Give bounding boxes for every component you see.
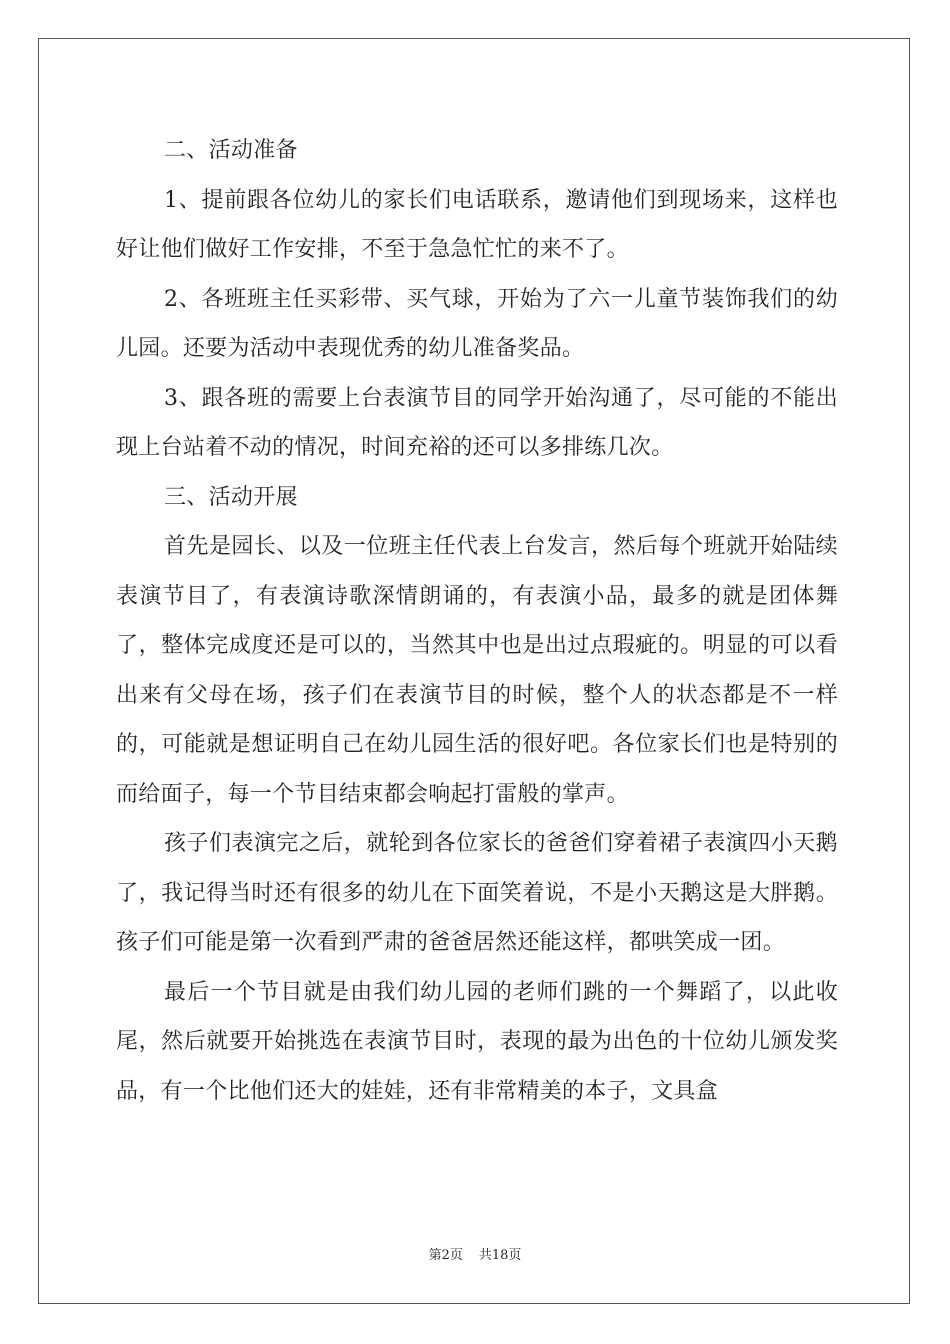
paragraph-activity-3: 最后一个节目就是由我们幼儿园的老师们跳的一个舞蹈了，以此收尾，然后就要开始挑选在表演节目时，表现的最为出色的十位幼儿颁发奖品，有一个比他们还大的娃娃，还有非常精美的本子，文具盒 bbox=[116, 979, 838, 1104]
page-number: 第2页 bbox=[428, 1248, 463, 1263]
page-footer bbox=[0, 1244, 950, 1263]
paragraph-prep-1: 1、提前跟各位幼儿的家长们电话联系，邀请他们到现场来，这样也好让他们做好工作安排，不至于急急忙忙的来不了。 bbox=[116, 187, 838, 262]
paragraph-prep-2: 2、各班班主任买彩带、买气球，开始为了六一儿童节装饰我们的幼儿园。还要为活动中表现优秀的幼儿准备奖品。 bbox=[116, 286, 838, 361]
section-heading-preparation: 二、活动准备 bbox=[164, 138, 298, 163]
document-body bbox=[116, 126, 838, 1116]
section-heading-activity: 三、活动开展 bbox=[164, 484, 298, 510]
page-total: 共18页 bbox=[478, 1248, 522, 1263]
paragraph-activity-1: 首先是园长、以及一位班主任代表上台发言，然后每个班就开始陆续表演节目了，有表演诗歌深情朗诵的，有表演小品，最多的就是团体舞了，整体完成度还是可以的，当然其中也是出过点瑕疵的。明显的可以看出来有父母在场，孩子们在表演节目的时候，整个人的状态都是不一样的，可能就是想证明自己在幼儿园生活的很好吧。各位家长们也是特别的而给面子，每一个节目结束都会响起打雷般的掌声。 bbox=[116, 534, 838, 807]
paragraph-prep-3: 3、跟各班的需要上台表演节目的同学开始沟通了，尽可能的不能出现上台站着不动的情况，时间充裕的还可以多排练几次。 bbox=[116, 385, 838, 460]
paragraph-activity-2: 孩子们表演完之后，就轮到各位家长的爸爸们穿着裙子表演四小天鹅了，我记得当时还有很多的幼儿在下面笑着说，不是小天鹅这是大胖鹅。孩子们可能是第一次看到严肃的爸爸居然还能这样，都哄笑成一团。 bbox=[116, 831, 838, 955]
